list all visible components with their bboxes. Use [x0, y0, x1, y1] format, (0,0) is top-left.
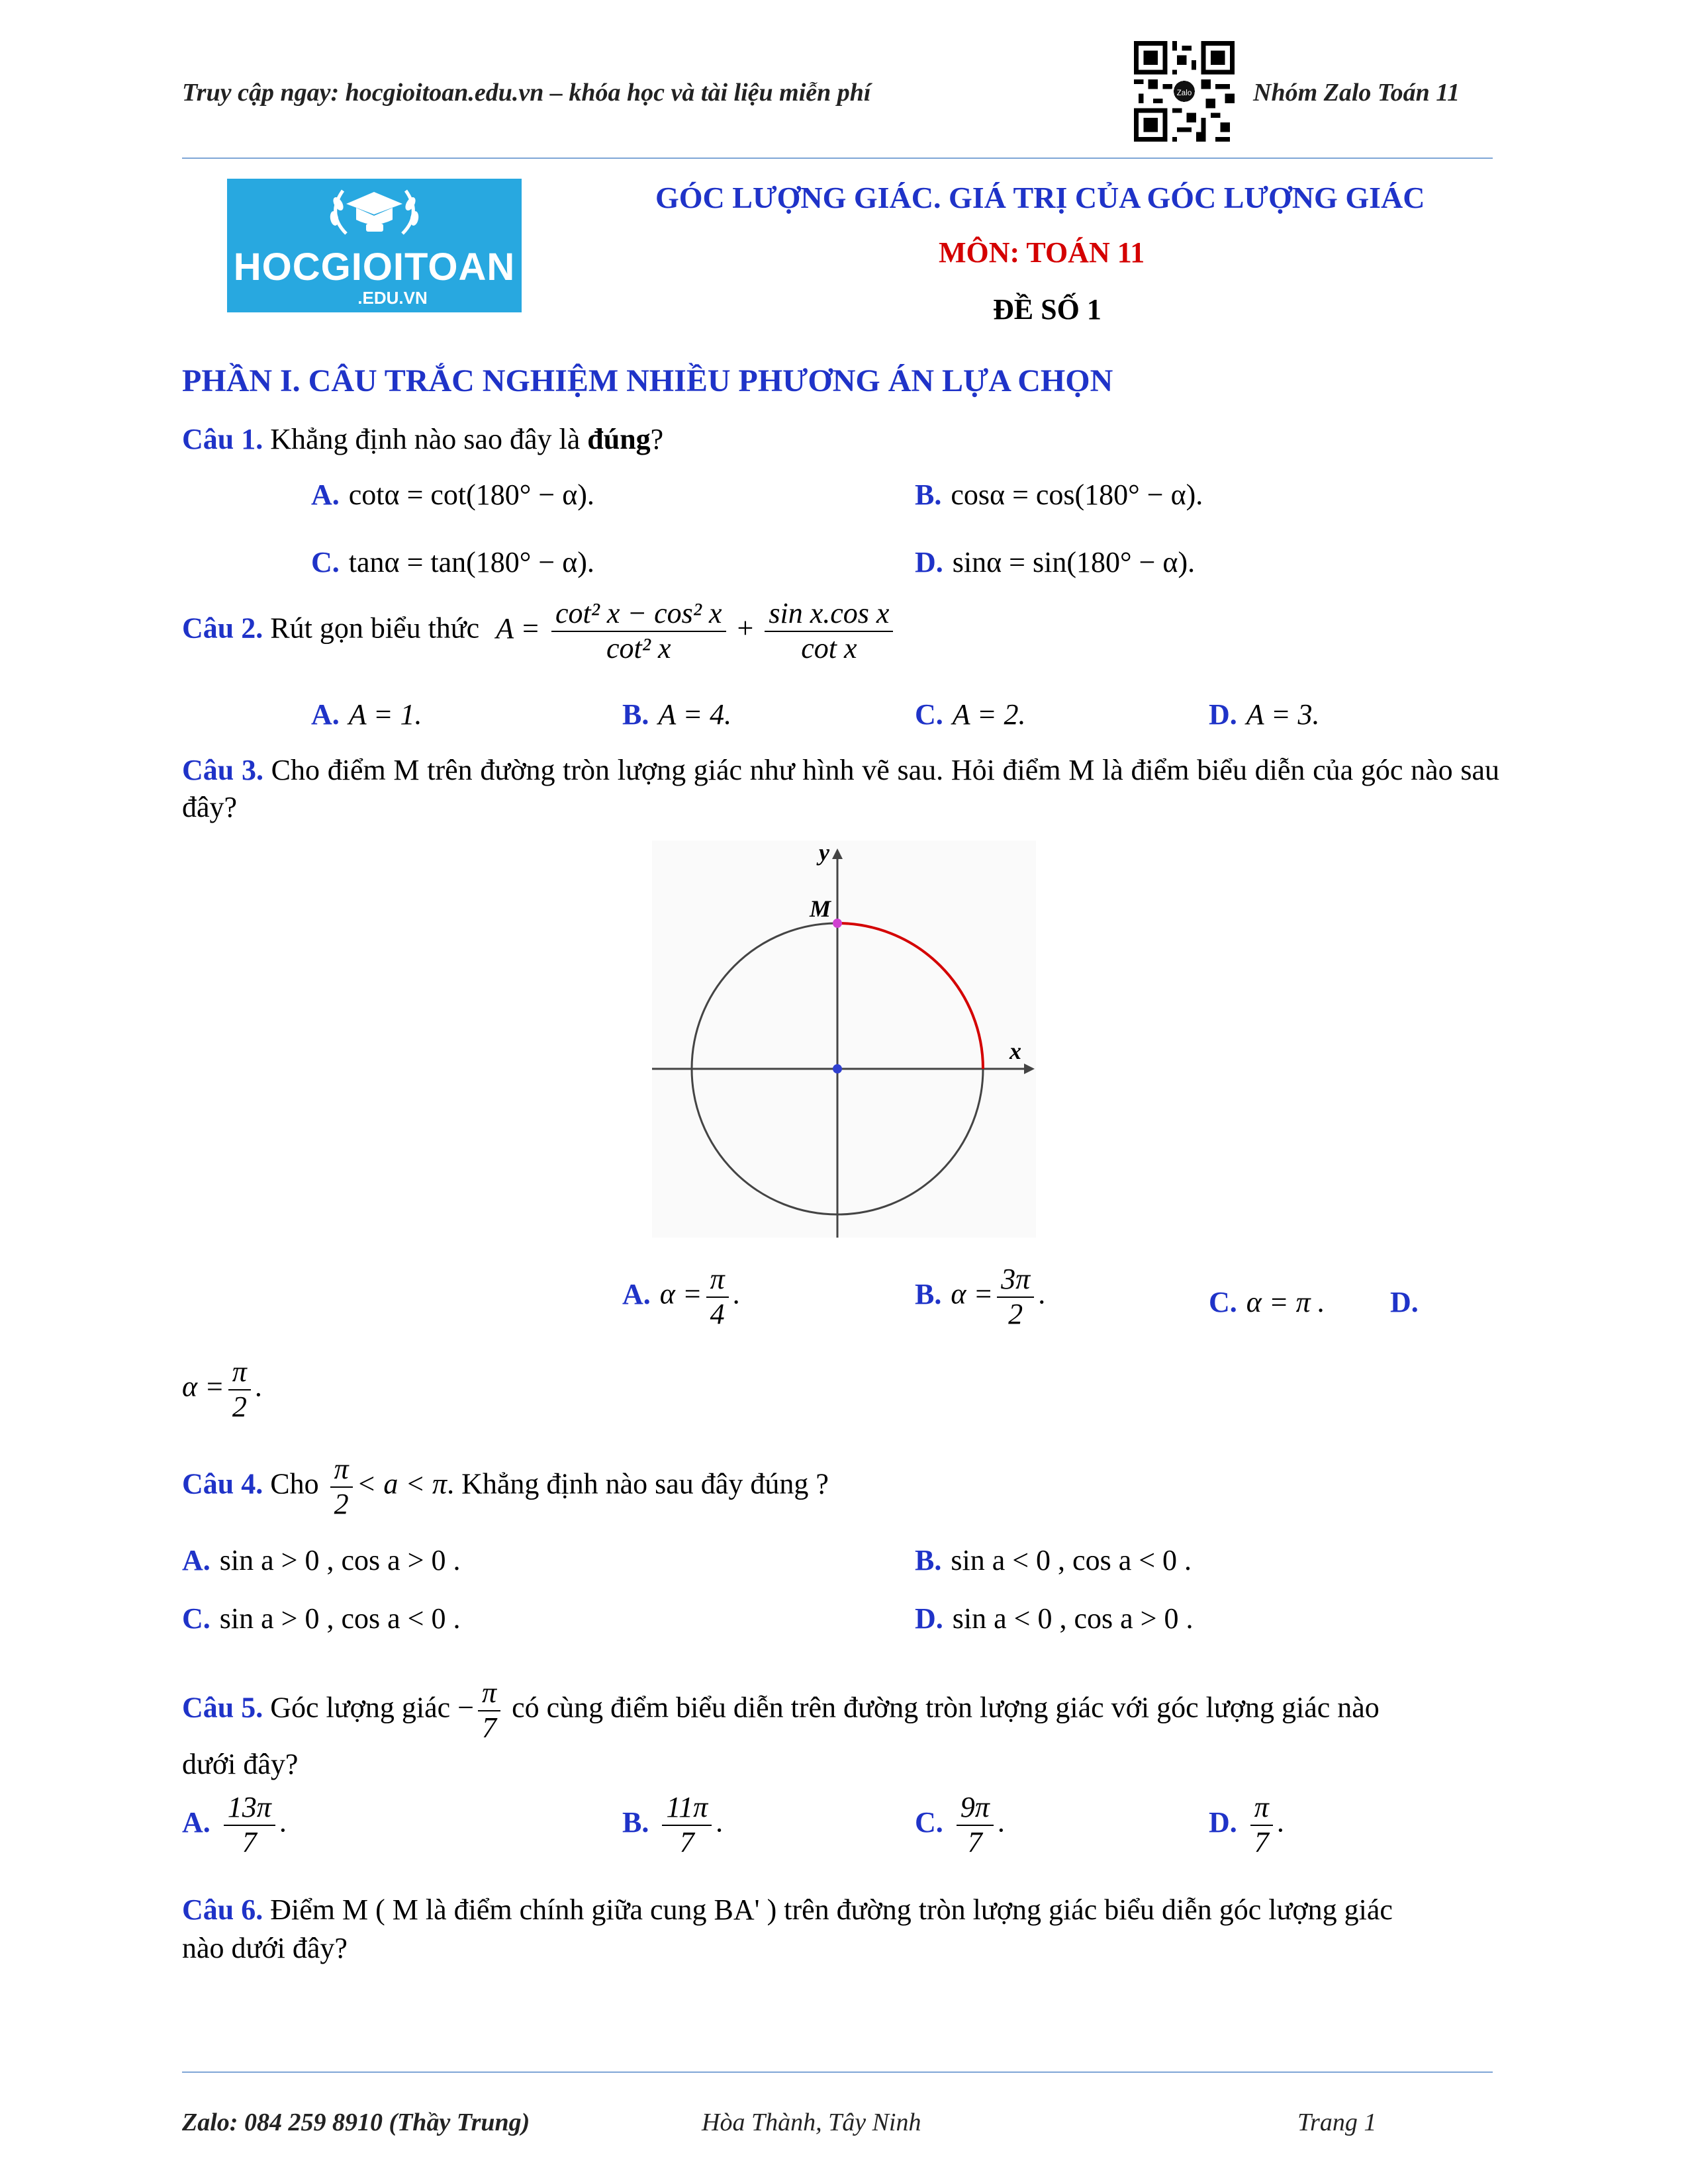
option-tail: . [732, 1277, 740, 1310]
option-lhs: α = [659, 1277, 702, 1310]
option-tail: . [1038, 1277, 1046, 1310]
option-text: sin a > 0 , cos a < 0 . [219, 1602, 461, 1635]
option-text: cotα = cot(180° − α). [348, 478, 594, 511]
fraction-denominator: 7 [482, 1711, 497, 1744]
fraction-1 [551, 597, 726, 665]
option-label: C. [915, 1805, 943, 1839]
expression-lhs: A = [496, 612, 540, 645]
hocgioitoan-logo[interactable] [227, 179, 522, 312]
option-text: tanα = tan(180° − α). [348, 546, 594, 578]
fraction-denominator: 2 [232, 1390, 247, 1423]
option-fraction [1250, 1791, 1273, 1859]
question-fraction [478, 1676, 500, 1745]
option-label: C. [311, 546, 340, 578]
fraction-denominator: 7 [242, 1825, 257, 1858]
option-text: A = 1. [348, 698, 422, 731]
plus-sign: + [737, 612, 754, 645]
question-text: Rút gọn biểu thức [270, 612, 480, 645]
question-5-line2: dưới đây? [182, 1748, 299, 1780]
option-lhs: α = [182, 1370, 224, 1403]
option-label: A. [182, 1805, 211, 1839]
question-label: Câu 5. [182, 1691, 263, 1724]
question-text: Cho [270, 1467, 319, 1500]
q2-option-d[interactable] [1209, 698, 1320, 731]
option-fraction [997, 1263, 1034, 1331]
question-fraction [330, 1453, 353, 1521]
option-lhs: α = [951, 1277, 994, 1310]
q4-option-b[interactable] [915, 1543, 1192, 1577]
question-6-line2: nào dưới đây? [182, 1932, 348, 1964]
fraction-numerator: π [330, 1453, 353, 1488]
point-m-label: M [810, 895, 831, 922]
footer-zalo-label: Zalo: [182, 2109, 244, 2136]
option-text: sinα = sin(180° − α). [952, 546, 1196, 578]
fraction-numerator: cot² x − cos² x [551, 597, 726, 632]
fraction-numerator: 3π [997, 1263, 1034, 1298]
q2-option-b[interactable] [622, 698, 731, 731]
inequality: < a < π [356, 1467, 447, 1500]
q2-option-c[interactable] [915, 698, 1026, 731]
option-text: A = 4. [658, 698, 732, 731]
subject-label: MÔN: TOÁN 11 [939, 236, 1145, 269]
question-2 [182, 597, 897, 665]
q2-option-a[interactable] [311, 698, 422, 731]
zalo-mark-label: Zalo [1176, 89, 1192, 97]
option-label: C. [1209, 1286, 1237, 1318]
q3-option-d-label[interactable] [1390, 1285, 1428, 1319]
q5-option-c[interactable]: C. $\frac{9\pi}{7}$ . [915, 1791, 1005, 1858]
q1-option-d[interactable] [915, 545, 1195, 579]
fraction-numerator: π [478, 1676, 500, 1711]
footer-page-number: Trang 1 [1297, 2109, 1377, 2136]
fraction-denominator: 7 [679, 1825, 694, 1858]
option-label: B. [622, 698, 649, 731]
unit-circle-figure [652, 841, 1036, 1238]
option-text: A = 2. [952, 698, 1026, 731]
q1-option-a[interactable] [311, 478, 594, 512]
origin-point [833, 1064, 842, 1073]
q4-option-a[interactable] [182, 1543, 460, 1577]
question-1 [182, 422, 663, 456]
fraction-denominator: 2 [1008, 1297, 1023, 1330]
question-emphasis: đúng [587, 423, 651, 455]
section-heading: PHẦN I. CÂU TRẮC NGHIỆM NHIỀU PHƯƠNG ÁN LỰA CHỌN [182, 363, 1113, 398]
header-site-text: Truy cập ngay: hocgioitoan.edu.vn – khóa học và tài liệu miễn phí [182, 79, 871, 107]
question-5 [182, 1676, 1380, 1745]
fraction-denominator: 4 [710, 1297, 725, 1330]
option-fraction [662, 1791, 712, 1859]
fraction-numerator: 11π [662, 1791, 712, 1826]
question-3 [182, 752, 1499, 826]
question-label: Câu 3. [182, 754, 263, 786]
question-text: Góc lượng giác [270, 1691, 451, 1724]
option-label: D. [1209, 698, 1237, 731]
document-title: GÓC LƯỢNG GIÁC. GIÁ TRỊ CỦA GÓC LƯỢNG GIÁC [655, 181, 1425, 214]
fraction-denominator: 7 [967, 1825, 982, 1858]
minus-sign: − [457, 1691, 475, 1724]
question-label: Câu 1. [182, 423, 263, 455]
option-text: A = 3. [1246, 698, 1320, 731]
question-4 [182, 1453, 829, 1521]
option-label: B. [915, 1277, 942, 1310]
graduation-cap-icon [320, 184, 429, 240]
fraction-numerator: π [1250, 1791, 1273, 1826]
option-label: B. [622, 1805, 649, 1839]
q4-option-c[interactable] [182, 1602, 460, 1635]
option-label: B. [915, 1544, 942, 1576]
question-text: Điểm M ( M là điểm chính giữa cung BA' ) trên đường tròn lượng giác biểu diễn góc lượng giác [270, 1893, 1393, 1926]
q3-option-c[interactable] [1209, 1285, 1325, 1319]
question-label: Câu 2. [182, 612, 263, 645]
header-divider [182, 158, 1493, 159]
footer-zalo-value: 084 259 8910 (Thầy Trung) [244, 2109, 530, 2136]
option-text: sin a > 0 , cos a > 0 . [219, 1544, 461, 1576]
q3-option-d[interactable] [182, 1355, 262, 1424]
option-label: D. [915, 546, 943, 578]
option-text: cosα = cos(180° − α). [951, 478, 1203, 511]
q5-option-a[interactable]: A. $\frac{13\pi}{7}$ . [182, 1791, 287, 1858]
option-text: sin a < 0 , cos a < 0 . [951, 1544, 1192, 1576]
option-fraction [957, 1791, 994, 1859]
question-text-cont: có cùng điểm biểu diễn trên đường tròn lượng giác với góc lượng giác nào [512, 1691, 1380, 1724]
fraction-numerator: 13π [224, 1791, 275, 1826]
logo-main-text: HOCGIOITOAN [233, 246, 516, 289]
footer-place: Hòa Thành, Tây Ninh [702, 2109, 921, 2136]
question-text-end: . Khẳng định nào sau đây đúng ? [447, 1467, 829, 1500]
option-label: D. [1209, 1805, 1237, 1839]
fraction-numerator: π [228, 1355, 251, 1390]
question-label: Câu 6. [182, 1893, 263, 1926]
fraction-numerator: sin x.cos x [765, 597, 893, 632]
footer-contact [182, 2108, 530, 2137]
q3-option-b[interactable] [915, 1263, 1045, 1331]
logo-sub-text: .EDU.VN [357, 288, 428, 308]
option-label: C. [915, 698, 943, 731]
option-label: C. [182, 1602, 211, 1635]
option-text: sin a < 0 , cos a > 0 . [952, 1602, 1194, 1635]
question-6 [182, 1893, 1393, 1927]
option-label: A. [311, 478, 340, 511]
fraction-numerator: π [706, 1263, 729, 1298]
footer-divider [182, 2071, 1493, 2073]
option-label: A. [622, 1277, 651, 1310]
q5-option-d[interactable]: D. $\frac{\pi}{7}$ . [1209, 1791, 1284, 1858]
option-fraction [706, 1263, 729, 1331]
question-text-end: ? [650, 423, 664, 455]
q5-option-b[interactable]: B. $\frac{11\pi}{7}$ . [622, 1791, 724, 1858]
option-label: A. [311, 698, 340, 731]
exam-number: ĐỀ SỐ 1 [993, 293, 1102, 326]
q1-option-b[interactable] [915, 478, 1203, 512]
option-tail: . [254, 1370, 262, 1403]
qr-code-icon[interactable] [1134, 41, 1235, 142]
fraction-denominator: cot x [801, 631, 857, 664]
option-label: D. [1390, 1286, 1419, 1318]
question-text: Khẳng định nào sao đây là [270, 423, 588, 455]
fraction-2 [765, 597, 893, 665]
option-label: D. [915, 1602, 943, 1635]
fraction-denominator: 7 [1254, 1825, 1269, 1858]
question-label: Câu 4. [182, 1467, 263, 1500]
option-label: B. [915, 478, 942, 511]
header-group-text: Nhóm Zalo Toán 11 [1253, 79, 1460, 107]
fraction-numerator: 9π [957, 1791, 994, 1826]
option-text: α = π . [1246, 1286, 1325, 1318]
q3-option-a[interactable] [622, 1263, 740, 1331]
q1-option-c[interactable] [311, 545, 594, 579]
option-label: A. [182, 1544, 211, 1576]
fraction-denominator: cot² x [606, 631, 671, 664]
option-fraction [228, 1355, 251, 1424]
y-axis-label: y [819, 841, 829, 866]
question-text: Cho điểm M trên đường tròn lượng giác như hình vẽ sau. Hỏi điểm M là điểm biểu diễn của góc nào sau đây? [182, 754, 1500, 823]
option-fraction [224, 1791, 275, 1859]
point-m [833, 919, 842, 928]
fraction-denominator: 2 [334, 1487, 349, 1520]
q4-option-d[interactable] [915, 1602, 1193, 1635]
x-axis-label: x [1009, 1038, 1021, 1064]
